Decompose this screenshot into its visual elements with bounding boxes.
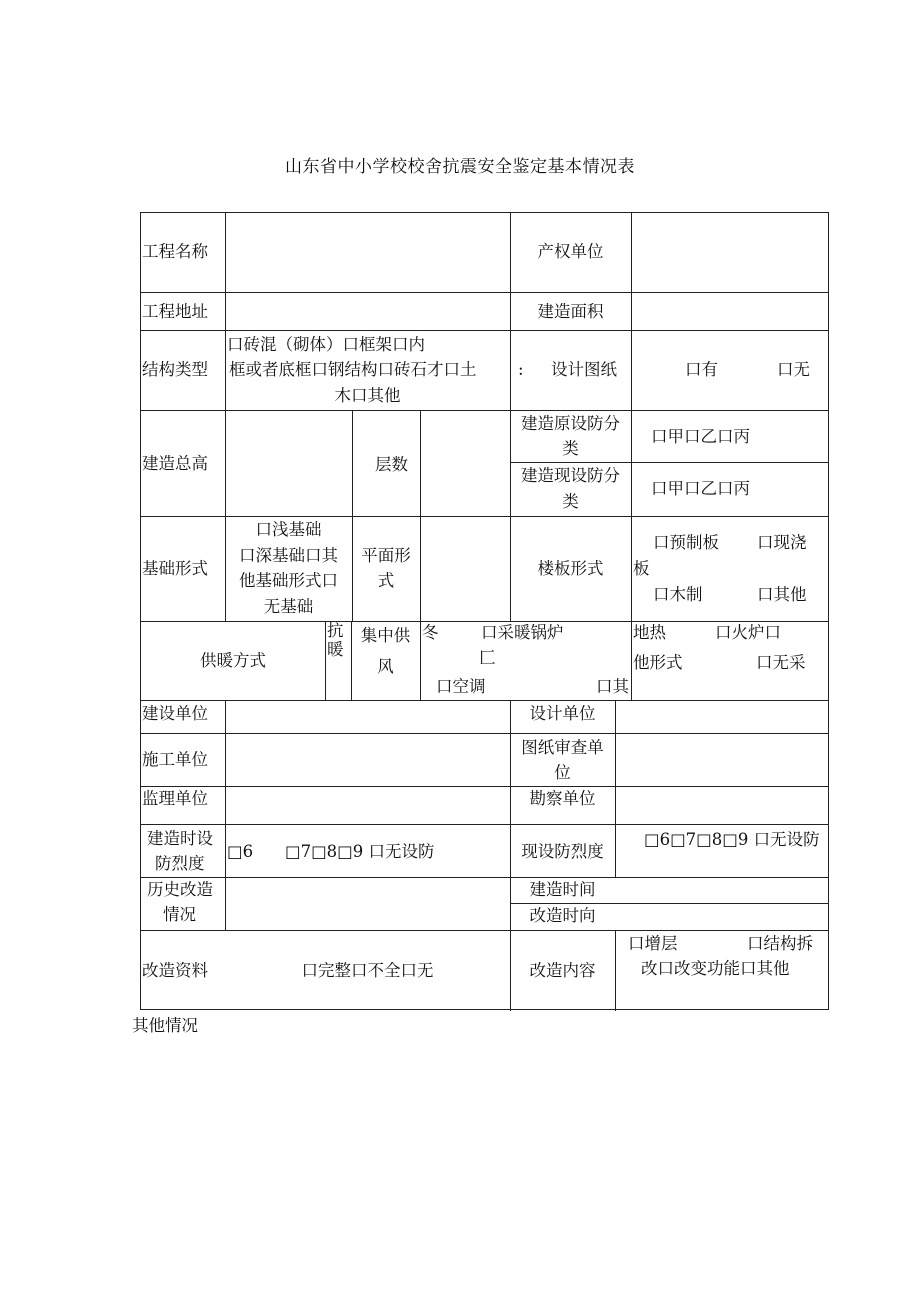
review-label: 图纸审查单 (521, 738, 604, 757)
structure-option-line: 口砖混（砌体）口框架口内 (227, 335, 425, 354)
area-label: 建造面积 (537, 302, 604, 321)
heating-winter: 冬 (422, 623, 439, 642)
heating-ac-option: 口空调 (436, 677, 486, 696)
colon-mark: : (518, 360, 524, 379)
project-name-label: 工程名称 (142, 242, 208, 261)
structure-option-line: 木口其他 (334, 386, 401, 405)
contractor-label: 施工单位 (142, 750, 208, 769)
floors-label: 层数 (375, 455, 408, 474)
renovate-content-label: 改造内容 (529, 961, 596, 980)
heating-other-option: 口其 (596, 677, 629, 696)
renovate-docs-label: 改造资料 (142, 961, 208, 980)
curr-intensity-options: □6□7□8□9 口无设防 (644, 830, 820, 849)
curr-intensity-label: 现设防烈度 (521, 842, 604, 861)
heating-floor-option: 地热 (633, 623, 666, 642)
renovate-content-add-floor: 口增层 (628, 934, 678, 953)
foundation-option-line: 口深基础口其 (239, 546, 338, 565)
slab-option-cast-cont: 板 (633, 559, 650, 578)
heating-label: 供暖方式 (200, 651, 266, 670)
built-intensity-label: 建造时设 (147, 829, 213, 848)
foundation-option-line: 口浅基础 (255, 520, 322, 539)
heating-stove-option: 口火炉口 (715, 623, 781, 642)
builder-label: 建设单位 (142, 704, 208, 723)
renovate-docs-options: 口完整口不全口无 (301, 961, 434, 980)
drawings-no-option: 口无 (777, 360, 810, 379)
other-info-label: 其他情况 (132, 1016, 198, 1035)
renovate-time-label: 改造时向 (529, 906, 596, 925)
foundation-option-line: 他基础形式口 (239, 571, 338, 590)
history-label-cont: 情况 (163, 905, 196, 924)
survey-label: 勘察单位 (529, 789, 596, 808)
build-time-label: 建造时间 (529, 880, 596, 899)
slab-option-wood: 口木制 (653, 585, 703, 604)
supervisor-label: 监理单位 (142, 789, 208, 808)
built-intensity-option-6: □6 (227, 842, 254, 861)
slab-label: 楼板形式 (537, 559, 604, 578)
page-title: 山东省中小学校校舍抗震安全鉴定基本情况表 (285, 157, 635, 177)
central-label: 集中供 (360, 626, 411, 645)
plan-label: 平面形 (361, 546, 411, 565)
curr-class-label-cont: 类 (562, 492, 579, 511)
address-label: 工程地址 (142, 302, 208, 321)
curr-class-label: 建造现设防分 (521, 466, 620, 485)
orig-class-label-cont: 类 (562, 439, 579, 458)
renovate-content-structure: 口结构拆 (747, 934, 813, 953)
built-intensity-label-cont: 防烈度 (155, 854, 205, 873)
slab-option-other: 口其他 (757, 585, 807, 604)
heating-vertical-char: 抗 (327, 621, 344, 640)
heating-vertical-char: 暖 (327, 640, 344, 659)
height-label: 建造总高 (142, 454, 208, 473)
built-intensity-options: □7□8□9 口无设防 (285, 842, 435, 861)
drawings-label: 设计图纸 (551, 360, 617, 379)
structure-label: 结构类型 (142, 360, 208, 379)
curr-class-options: 口甲口乙口丙 (651, 479, 750, 498)
foundation-option-line: 无基础 (263, 597, 314, 616)
heating-other-form: 他形式 (633, 653, 683, 672)
slab-option-cast: 口现浇 (757, 533, 807, 552)
renovate-content-options-cont: 改口改变功能口其他 (641, 959, 790, 978)
central-label-cont: 风 (377, 657, 394, 676)
owner-label: 产权单位 (537, 242, 604, 261)
structure-option-line: 框或者底框口钢结构口砖石才口土 (229, 360, 477, 379)
heating-glyph: 匚 (479, 648, 496, 667)
orig-class-options: 口甲口乙口丙 (651, 427, 750, 446)
slab-option-precast: 口预制板 (653, 533, 719, 552)
designer-label: 设计单位 (529, 704, 596, 723)
history-label: 历史改造 (147, 880, 213, 899)
heating-none-option: 口无采 (756, 653, 806, 672)
orig-class-label: 建造原设防分 (521, 414, 620, 433)
heating-boiler-option: 口采暖锅炉 (481, 623, 564, 642)
review-label-cont: 位 (554, 763, 571, 782)
plan-label-cont: 式 (377, 571, 395, 590)
foundation-label: 基础形式 (142, 559, 208, 578)
form-table (140, 212, 829, 1010)
drawings-yes-option: 口有 (685, 360, 718, 379)
